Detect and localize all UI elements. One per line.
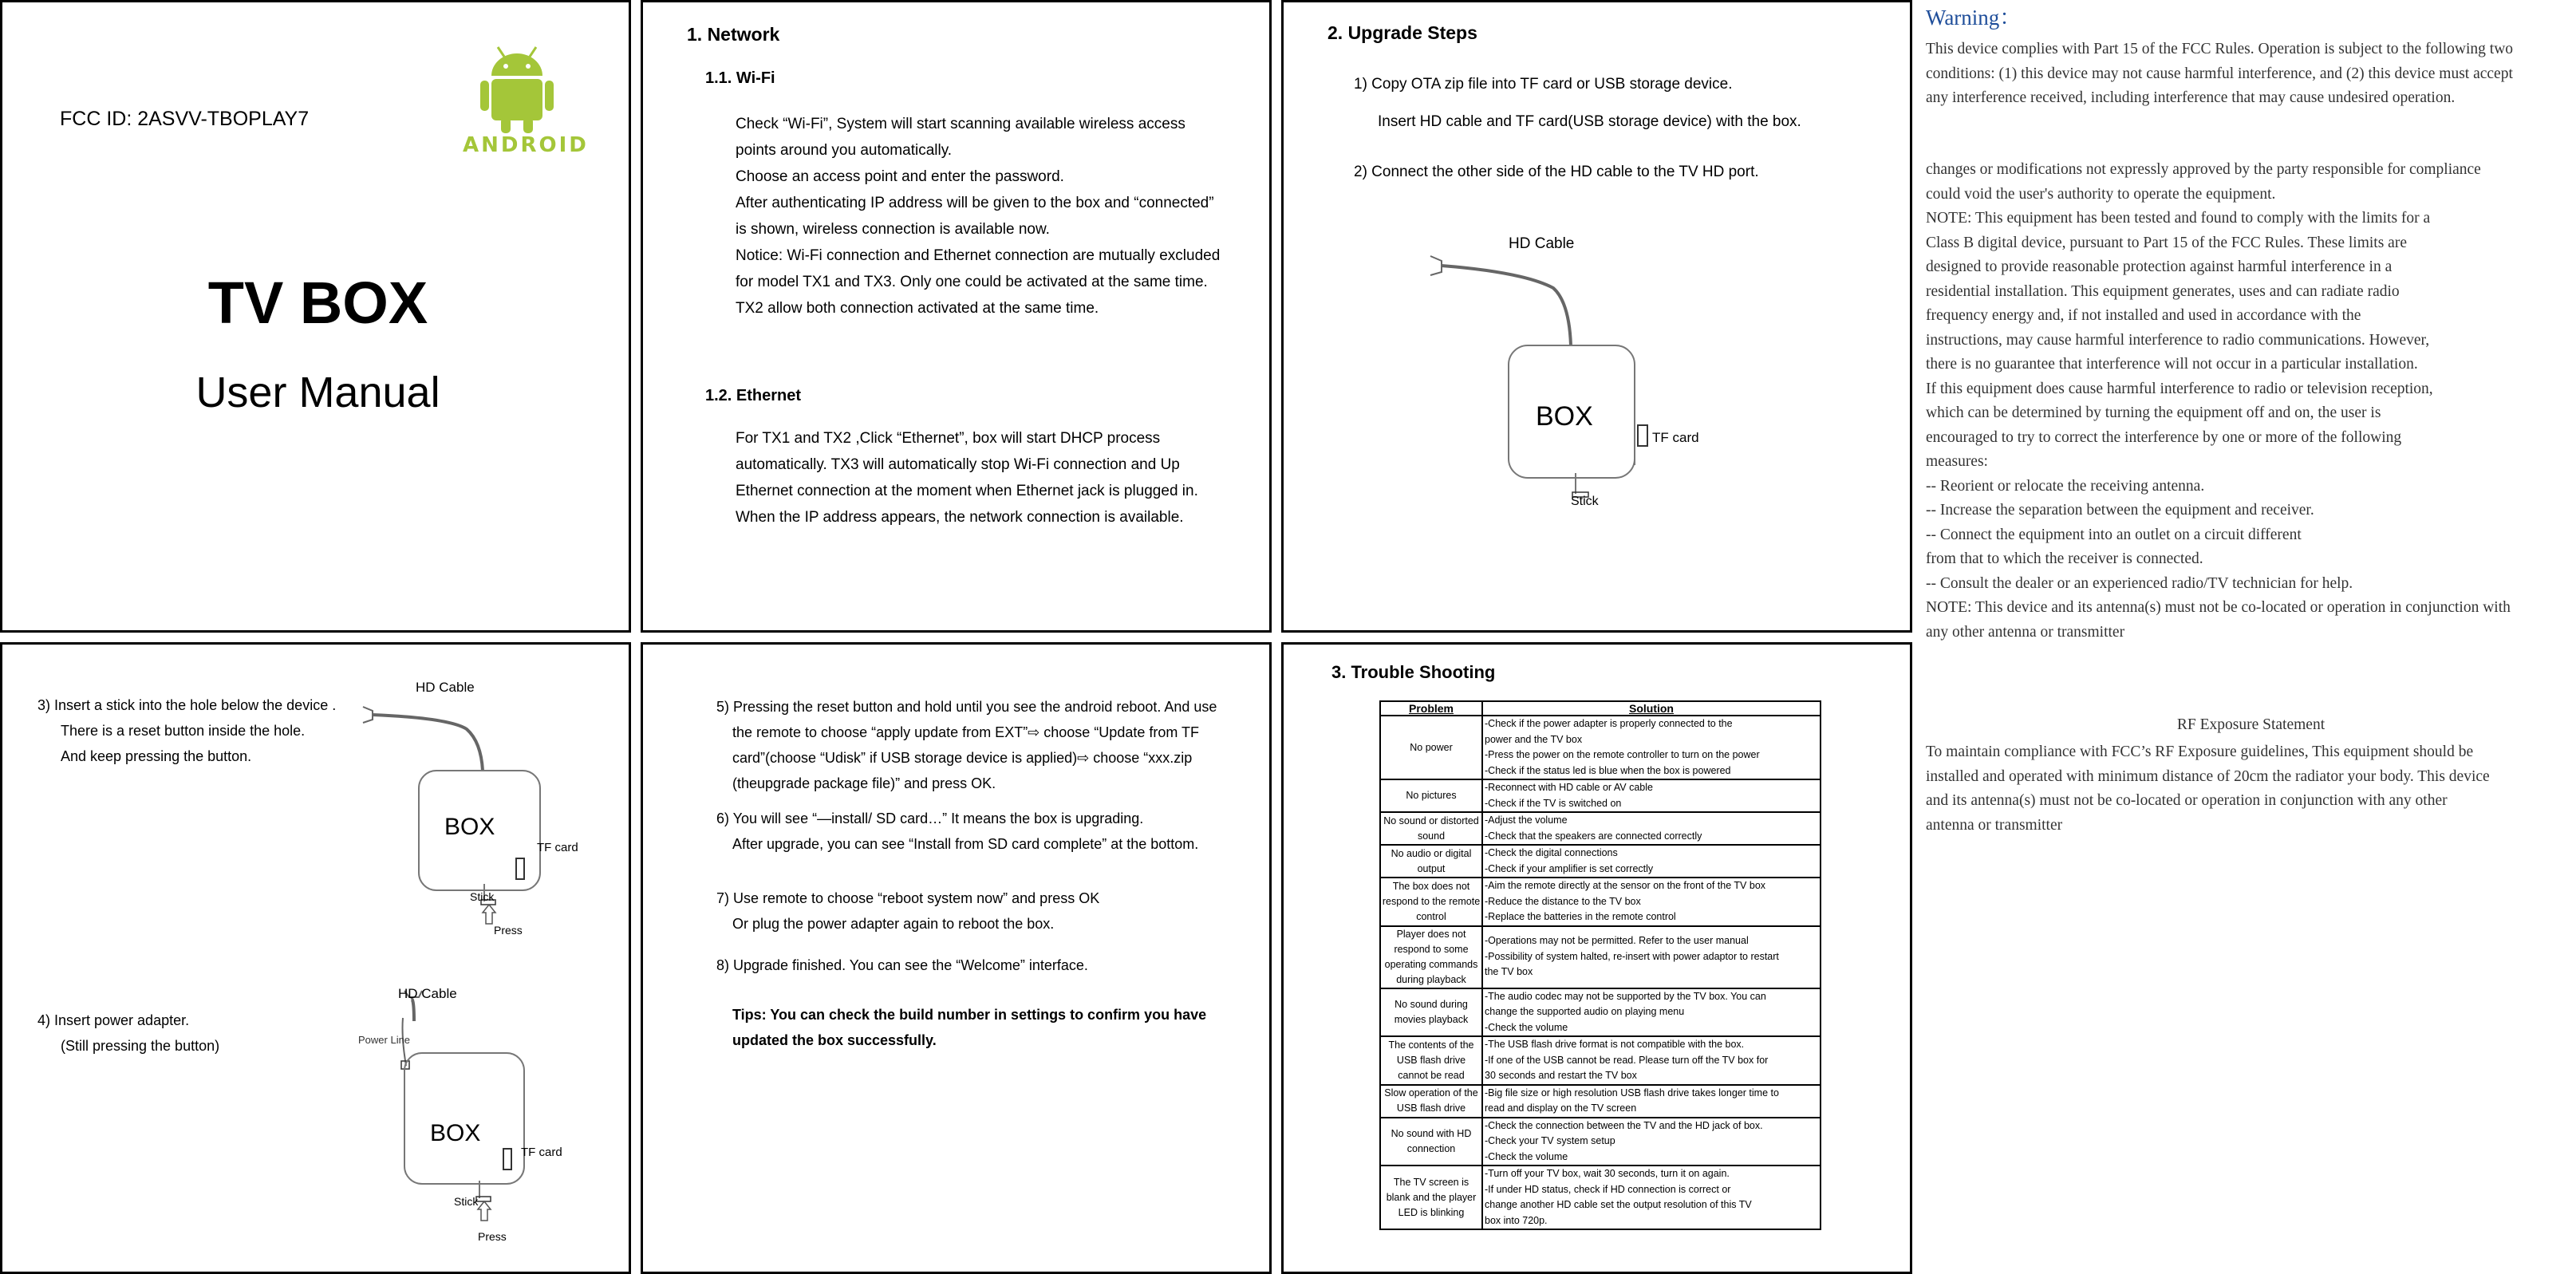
- android-logo-text: ANDROID: [463, 133, 589, 157]
- solution-cell: [1482, 845, 1821, 878]
- solution-cell: [1482, 878, 1821, 926]
- solution-line: -If under HD status, check if HD connection is correct or: [1485, 1183, 1731, 1195]
- step7-text: [716, 885, 1099, 937]
- upgrade-heading: 2. Upgrade Steps: [1327, 22, 1477, 43]
- solution-line: change another HD cable set the output resolution of this TV: [1485, 1199, 1752, 1210]
- warning-line: conditions: (1) this device may not cause harmful interference, and (2) this device must accept: [1926, 65, 2513, 82]
- ethernet-line: For TX1 and TX2 ,Click “Ethernet”, box will start DHCP process: [736, 430, 1161, 447]
- notice-line: NOTE: This equipment has been tested and found to comply with the limits for a: [1926, 210, 2431, 227]
- rf-line: antenna or transmitter: [1926, 816, 2063, 834]
- col-problem: Problem: [1380, 701, 1482, 716]
- table-row: [1380, 779, 1821, 812]
- tips-line: updated the box successfully.: [732, 1032, 937, 1048]
- problem-cell: No sound during movies playback: [1380, 988, 1482, 1037]
- notice-line: -- Consult the dealer or an experienced radio/TV technician for help.: [1926, 574, 2353, 592]
- solution-line: -Big file size or high resolution USB flash drive takes longer time to: [1485, 1087, 1779, 1098]
- step5-line: (theupgrade package file)” and press OK.: [732, 775, 996, 791]
- hd-cable-label: HD Cable: [398, 986, 457, 1001]
- power-line-label: Power Line: [358, 1034, 411, 1046]
- fcc-id: FCC ID: 2ASVV-TBOPLAY7: [60, 108, 310, 130]
- notice-line: could void the user's authority to operate the equipment.: [1926, 185, 2276, 203]
- problem-cell: No pictures: [1380, 779, 1482, 812]
- table-header-row: [1380, 701, 1821, 716]
- tf-card-label: TF card: [537, 841, 578, 854]
- solution-line: -Check the connection between the TV and the HD jack of box.: [1485, 1119, 1763, 1131]
- notice-line: designed to provide reasonable protection against harmful interference in a: [1926, 258, 2393, 275]
- solution-line: box into 720p.: [1485, 1214, 1548, 1226]
- solution-line: -The USB flash drive format is not compatible with the box.: [1485, 1039, 1745, 1050]
- step4-line: (Still pressing the button): [61, 1038, 220, 1054]
- notice-line: frequency energy and, if not installed and used in accordance with the: [1926, 307, 2361, 324]
- solution-line: -Adjust the volume: [1485, 814, 1568, 826]
- solution-line: -Replace the batteries in the remote control: [1485, 911, 1676, 922]
- wifi-text: [736, 111, 1220, 321]
- step8-text: 8) Upgrade finished. You can see the “Welcome” interface.: [716, 957, 1088, 973]
- wifi-heading: 1.1. Wi-Fi: [705, 69, 775, 87]
- stick-label: Stick: [470, 890, 495, 903]
- notice-line: instructions, may cause harmful interference to radio communications. However,: [1926, 331, 2430, 349]
- step5-line: the remote to choose “apply update from EXT”⇨ choose “Update from TF: [732, 724, 1200, 740]
- warning-line: any interference received, including interference that may cause undesired operation.: [1926, 89, 2456, 106]
- solution-cell: [1482, 812, 1821, 845]
- rf-line: To maintain compliance with FCC’s RF Exposure guidelines, This equipment should be: [1926, 743, 2474, 760]
- notice-line: measures:: [1926, 453, 1988, 470]
- notice-text: [1926, 158, 2511, 645]
- solution-line: -Check if your amplifier is set correctly: [1485, 862, 1654, 874]
- table-row: [1380, 1085, 1821, 1118]
- solution-cell: [1482, 1118, 1821, 1166]
- solution-line: -Check if the power adapter is properly connected to the: [1485, 718, 1733, 729]
- solution-cell: [1482, 1036, 1821, 1085]
- notice-line: If this equipment does cause harmful interference to radio or television reception,: [1926, 380, 2433, 397]
- solution-line: -Turn off your TV box, wait 30 seconds, turn it on again.: [1485, 1168, 1730, 1179]
- solution-line: -Check the volume: [1485, 1021, 1568, 1033]
- solution-cell: [1482, 779, 1821, 812]
- notice-line: residential installation. This equipment generates, uses and can radiate radio: [1926, 282, 2400, 300]
- col-solution: Solution: [1482, 701, 1821, 716]
- rf-text: [1926, 740, 2490, 838]
- table-row: [1380, 878, 1821, 926]
- solution-line: -Check that the speakers are connected correctly: [1485, 830, 1702, 842]
- notice-line: changes or modifications not expressly approved by the party responsible for compliance: [1926, 161, 2481, 178]
- hd-cable-label: HD Cable: [416, 680, 475, 695]
- rf-line: installed and operated with minimum distance of 20cm the radiator your body. This device: [1926, 767, 2490, 785]
- steps34-panel: [0, 642, 631, 1274]
- problem-cell: No sound with HD connection: [1380, 1118, 1482, 1166]
- table-row: [1380, 845, 1821, 878]
- table-row: [1380, 1166, 1821, 1229]
- solution-line: 30 seconds and restart the TV box: [1485, 1070, 1637, 1081]
- table-row: [1380, 988, 1821, 1037]
- solution-line: -Reduce the distance to the TV box: [1485, 895, 1641, 907]
- upgrade-step1b: Insert HD cable and TF card(USB storage device) with the box.: [1378, 113, 1801, 130]
- step4-text: [37, 1008, 219, 1059]
- box-label: BOX: [430, 1120, 481, 1146]
- network-panel: [641, 0, 1272, 633]
- tf-card-label: TF card: [1652, 430, 1699, 445]
- warning-title: Warning：: [1926, 6, 2022, 30]
- solution-line: -Press the power on the remote controller to turn on the power: [1485, 749, 1760, 760]
- notice-line: which can be determined by turning the equipment off and on, the user is: [1926, 404, 2381, 421]
- press-arrow-icon: [478, 1201, 491, 1221]
- step5-text: [716, 694, 1217, 796]
- solution-line: the TV box: [1485, 966, 1533, 978]
- problem-cell: The contents of the USB flash drive cannot be read: [1380, 1036, 1482, 1085]
- trouble-table: [1379, 700, 1821, 1230]
- solution-line: change the supported audio on playing menu: [1485, 1006, 1685, 1017]
- problem-cell: Player does not respond to some operating commands during playback: [1380, 926, 1482, 988]
- solution-line: -Operations may not be permitted. Refer to the user manual: [1485, 935, 1749, 947]
- press-label: Press: [494, 924, 523, 937]
- solution-line: -Reconnect with HD cable or AV cable: [1485, 782, 1653, 793]
- warning-text: [1926, 37, 2513, 111]
- press-arrow-icon: [483, 905, 495, 924]
- problem-cell: The box does not respond to the remote control: [1380, 878, 1482, 926]
- tips-text: [732, 1002, 1206, 1053]
- wifi-line: TX2 allow both connection activated at the same time.: [736, 300, 1099, 317]
- step5-line: 5) Pressing the reset button and hold until you see the android reboot. And use: [716, 699, 1217, 715]
- notice-line: any other antenna or transmitter: [1926, 623, 2125, 641]
- hd-cable-label: HD Cable: [1509, 235, 1575, 252]
- trouble-heading: 3. Trouble Shooting: [1331, 662, 1496, 682]
- reset-diagram: [361, 675, 601, 946]
- cover-panel: [0, 0, 631, 633]
- upgrade-panel: [1281, 0, 1912, 633]
- step6-line: 6) You will see “—install/ SD card…” It means the box is upgrading.: [716, 811, 1144, 826]
- network-heading: 1. Network: [687, 24, 780, 45]
- solution-line: read and display on the TV screen: [1485, 1102, 1637, 1114]
- step7-line: 7) Use remote to choose “reboot system now” and press OK: [716, 890, 1100, 906]
- step3-line: 3) Insert a stick into the hole below the device .: [37, 697, 337, 713]
- ethernet-text: [736, 425, 1198, 531]
- solution-line: -If one of the USB cannot be read. Please turn off the TV box for: [1485, 1054, 1769, 1066]
- solution-line: -Check the volume: [1485, 1150, 1568, 1162]
- wifi-line: Choose an access point and enter the password.: [736, 168, 1064, 185]
- tips-line: Tips: You can check the build number in settings to confirm you have: [732, 1007, 1207, 1023]
- problem-cell: The TV screen is blank and the player LED is blinking: [1380, 1166, 1482, 1229]
- solution-line: -Check if the TV is switched on: [1485, 797, 1622, 809]
- tf-card-label: TF card: [521, 1146, 562, 1159]
- problem-cell: No audio or digital output: [1380, 845, 1482, 878]
- wifi-line: points around you automatically.: [736, 142, 953, 159]
- warning-line: This device complies with Part 15 of the FCC Rules. Operation is subject to the following two: [1926, 41, 2514, 57]
- box-label: BOX: [444, 814, 495, 840]
- step3-line: And keep pressing the button.: [61, 748, 252, 764]
- table-row: [1380, 1118, 1821, 1166]
- step6-line: After upgrade, you can see “Install from SD card complete” at the bottom.: [732, 836, 1199, 852]
- table-row: [1380, 812, 1821, 845]
- solution-cell: [1482, 716, 1821, 779]
- step5-line: card”(choose “Udisk” if USB storage device is applied)⇨ choose “xxx.zip: [732, 750, 1193, 766]
- wifi-line: is shown, wireless connection is available now.: [736, 221, 1050, 238]
- wifi-line: for model TX1 and TX3. Only one could be activated at the same time.: [736, 274, 1208, 290]
- step3-line: There is a reset button inside the hole.: [61, 723, 306, 739]
- wifi-line: After authenticating IP address will be given to the box and “connected”: [736, 195, 1214, 211]
- cover-title: TV BOX: [207, 270, 428, 336]
- notice-line: -- Connect the equipment into an outlet on a circuit different: [1926, 526, 2302, 543]
- ethernet-line: When the IP address appears, the network connection is available.: [736, 509, 1184, 526]
- trouble-panel: [1281, 642, 1912, 1274]
- problem-cell: No sound or distorted sound: [1380, 812, 1482, 845]
- solution-cell: [1482, 988, 1821, 1037]
- table-row: [1380, 1036, 1821, 1085]
- solution-line: -The audio codec may not be supported by the TV box. You can: [1485, 990, 1766, 1002]
- table-row: [1380, 716, 1821, 779]
- notice-line: there is no guarantee that interference will not occur in a particular installation.: [1926, 356, 2418, 373]
- android-logo: [453, 41, 589, 160]
- box-label: BOX: [1536, 401, 1593, 432]
- cover-subtitle: User Manual: [195, 369, 440, 416]
- hd-cable-line: [1442, 266, 1571, 345]
- ethernet-line: Ethernet connection at the moment when Ethernet jack is plugged in.: [736, 483, 1198, 499]
- upgrade-step1: 1) Copy OTA zip file into TF card or USB storage device.: [1354, 76, 1733, 93]
- fcc-section: [1926, 0, 2576, 1274]
- solution-cell: [1482, 1085, 1821, 1118]
- wifi-line: Notice: Wi-Fi connection and Ethernet connection are mutually excluded: [736, 247, 1221, 264]
- solution-line: power and the TV box: [1485, 733, 1583, 745]
- notice-line: from that to which the receiver is connected.: [1926, 550, 2203, 567]
- rf-title: RF Exposure Statement: [2176, 716, 2326, 733]
- problem-cell: Slow operation of the USB flash drive: [1380, 1085, 1482, 1118]
- tf-card-slot: [1638, 425, 1647, 446]
- stick-label: Stick: [1571, 495, 1599, 508]
- step4-line: 4) Insert power adapter.: [37, 1012, 190, 1028]
- solution-line: -Aim the remote directly at the sensor on the front of the TV box: [1485, 880, 1766, 891]
- step7-line: Or plug the power adapter again to reboot the box.: [732, 916, 1055, 932]
- press-label: Press: [478, 1230, 507, 1243]
- solution-cell: [1482, 926, 1821, 988]
- steps58-panel: [641, 642, 1272, 1274]
- stick-label: Stick: [454, 1195, 479, 1208]
- problem-cell: No power: [1380, 716, 1482, 779]
- hd-cable-diagram: [1427, 226, 1682, 513]
- rf-line: and its antenna(s) must not be co-located or operation in conjunction with any other: [1926, 792, 2448, 809]
- solution-cell: [1482, 1166, 1821, 1229]
- notice-line: Class B digital device, pursuant to Part 15 of the FCC Rules. These limits are: [1926, 234, 2407, 251]
- solution-line: -Check the digital connections: [1485, 847, 1618, 858]
- table-row: [1380, 926, 1821, 988]
- notice-line: encouraged to try to correct the interference by one or more of the following: [1926, 428, 2402, 446]
- step6-text: [716, 806, 1198, 857]
- wifi-line: Check “Wi-Fi”, System will start scanning available wireless access: [736, 116, 1185, 132]
- step3-text: [37, 692, 336, 769]
- upgrade-step2: 2) Connect the other side of the HD cable to the TV HD port.: [1354, 164, 1759, 180]
- notice-line: -- Reorient or relocate the receiving antenna.: [1926, 477, 2205, 495]
- solution-line: -Check your TV system setup: [1485, 1135, 1615, 1146]
- ethernet-heading: 1.2. Ethernet: [705, 387, 802, 404]
- solution-line: -Possibility of system halted, re-insert with power adaptor to restart: [1485, 950, 1779, 962]
- solution-line: -Check if the status led is blue when the box is powered: [1485, 764, 1731, 776]
- notice-line: NOTE: This device and its antenna(s) must not be co-located or operation in conjunction with: [1926, 599, 2511, 616]
- ethernet-line: automatically. TX3 will automatically stop Wi-Fi connection and Up: [736, 456, 1180, 473]
- notice-line: -- Increase the separation between the equipment and receiver.: [1926, 502, 2314, 519]
